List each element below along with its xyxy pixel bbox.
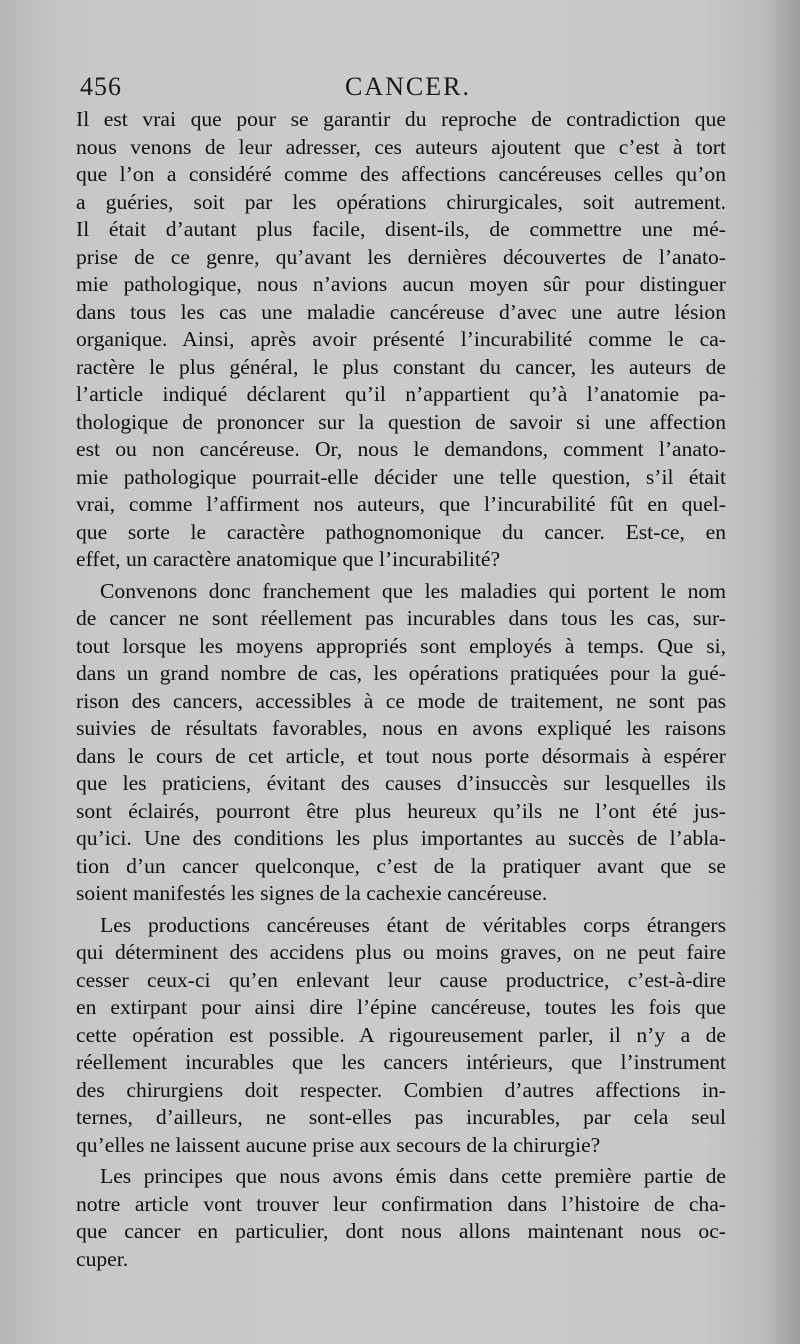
text-line: notre article vont trouver leur confirmation dans l’histoire de cha- bbox=[76, 1191, 726, 1216]
text-line: que les praticiens, évitant des causes d’insuccès sur lesquelles ils bbox=[76, 771, 726, 795]
text-line: que sorte le caractère pathognomonique du cancer. Est-ce, en bbox=[76, 519, 726, 544]
page-header bbox=[80, 72, 720, 108]
text-line: prise de ce genre, qu’avant les dernières découvertes de l’anato- bbox=[76, 244, 726, 269]
page-number: 456 bbox=[80, 72, 122, 101]
text-line: dans un grand nombre de cas, les opérations pratiquées pour la gué- bbox=[76, 661, 726, 685]
text-line: soient manifestés les signes de la cachexie cancéreuse. bbox=[76, 881, 548, 905]
text-line: que cancer en particulier, dont nous allons maintenant nous oc- bbox=[76, 1219, 726, 1243]
text-line: vrai, comme l’affirment nos auteurs, que l’incurabilité fût en quel- bbox=[76, 492, 726, 516]
text-line: Il est vrai que pour se garantir du reproche de contradiction que bbox=[76, 107, 726, 131]
text-line: thologique de prononcer sur la question de savoir si une affection bbox=[76, 409, 726, 434]
text-line: Les productions cancéreuses étant de véritables corps étrangers bbox=[100, 912, 726, 937]
text-line: en extirpant pour ainsi dire l’épine cancéreuse, toutes les fois que bbox=[76, 995, 726, 1019]
text-line: tout lorsque les moyens appropriés sont employés à temps. Que si, bbox=[76, 633, 726, 658]
body-text bbox=[76, 106, 726, 1273]
text-line: Les principes que nous avons émis dans cette première partie de bbox=[100, 1164, 726, 1188]
text-line: tion d’un cancer quelconque, c’est de la pratiquer avant que se bbox=[76, 853, 726, 878]
text-line: a guéries, soit par les opérations chirurgicales, soit autrement. bbox=[76, 189, 726, 214]
paragraph-3 bbox=[76, 912, 726, 1160]
text-line: des chirurgiens doit respecter. Combien d’autres affections in- bbox=[76, 1077, 726, 1102]
text-line: cette opération est possible. A rigoureusement parler, il n’y a de bbox=[76, 1022, 726, 1047]
text-line: qu’elles ne laissent aucune prise aux secours de la chirurgie? bbox=[76, 1132, 601, 1157]
paragraph-4 bbox=[76, 1163, 726, 1273]
text-line: Il était d’autant plus facile, disent-ils, de commettre une mé- bbox=[76, 217, 726, 241]
text-line: cuper. bbox=[76, 1246, 129, 1271]
text-line: de cancer ne sont réellement pas incurables dans tous les cas, sur- bbox=[76, 606, 726, 630]
text-line: l’article indiqué déclarent qu’il n’appartient qu’à l’anatomie pa- bbox=[76, 382, 726, 406]
text-line: nous venons de leur adresser, ces auteurs ajoutent que c’est à tort bbox=[76, 134, 726, 159]
text-line: organique. Ainsi, après avoir présenté l’incurabilité comme le ca- bbox=[76, 327, 726, 351]
text-line: rison des cancers, accessibles à ce mode de traitement, ne sont pas bbox=[76, 688, 726, 713]
text-line: mie pathologique pourrait-elle décider une telle question, s’il était bbox=[76, 464, 726, 489]
running-title: CANCER. bbox=[345, 72, 471, 101]
text-line: mie pathologique, nous n’avions aucun moyen sûr pour distinguer bbox=[76, 272, 726, 296]
text-line: Convenons donc franchement que les maladies qui portent le nom bbox=[100, 578, 726, 603]
text-line: est ou non cancéreuse. Or, nous le demandons, comment l’anato- bbox=[76, 437, 726, 461]
page-edge-shadow bbox=[764, 0, 800, 1344]
text-line: dans le cours de cet article, et tout nous porte désormais à espérer bbox=[76, 743, 726, 768]
text-line: ternes, d’ailleurs, ne sont-elles pas incurables, par cela seul bbox=[76, 1105, 726, 1129]
text-line: sont éclairés, pourront être plus heureux qu’ils ne l’ont été jus- bbox=[76, 798, 726, 823]
text-line: que l’on a considéré comme des affections cancéreuses celles qu’on bbox=[76, 162, 726, 186]
text-line: qu’ici. Une des conditions les plus importantes au succès de l’abla- bbox=[76, 826, 726, 850]
text-line: dans tous les cas une maladie cancéreuse d’avec une autre lésion bbox=[76, 299, 726, 324]
paragraph-1 bbox=[76, 106, 726, 574]
text-line: qui déterminent des accidens plus ou moins graves, on ne peut faire bbox=[76, 940, 726, 964]
text-line: réellement incurables que les cancers intérieurs, que l’instrument bbox=[76, 1050, 726, 1074]
paragraph-2 bbox=[76, 578, 726, 908]
text-line: effet, un caractère anatomique que l’incurabilité? bbox=[76, 547, 501, 571]
text-line: cesser ceux-ci qu’en enlevant leur cause productrice, c’est-à-dire bbox=[76, 967, 726, 992]
text-line: suivies de résultats favorables, nous en avons expliqué les raisons bbox=[76, 716, 726, 740]
text-line: ractère le plus général, le plus constant du cancer, les auteurs de bbox=[76, 354, 726, 379]
